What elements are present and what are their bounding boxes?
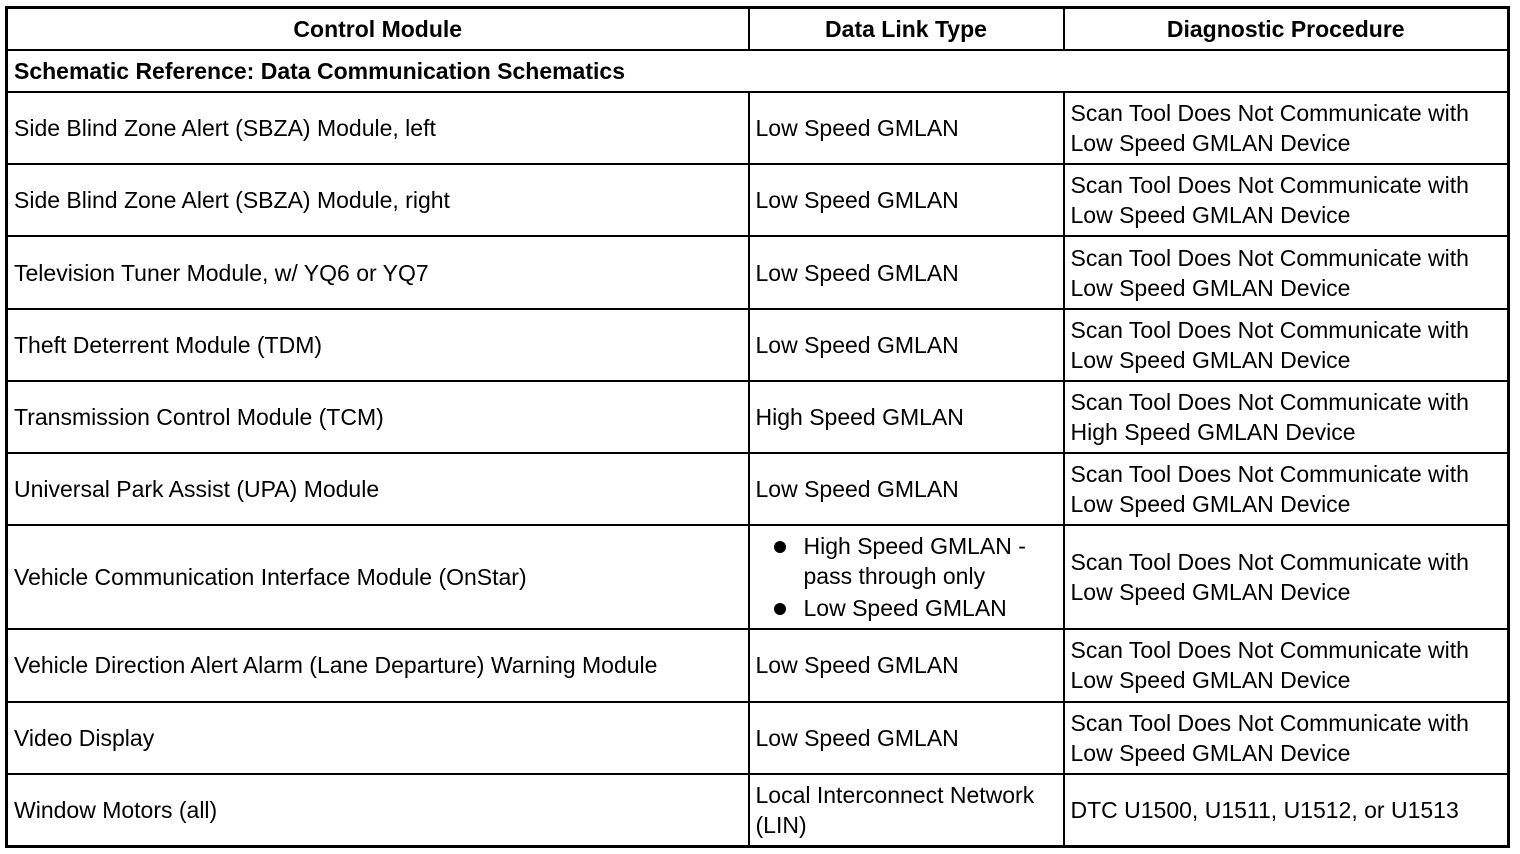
diagnostic-procedure-cell: Scan Tool Does Not Communicate with High Speed GMLAN Device xyxy=(1064,381,1509,453)
diagnostic-procedure-cell: Scan Tool Does Not Communicate with Low Speed GMLAN Device xyxy=(1064,164,1509,236)
bullet-dot-icon xyxy=(774,603,786,615)
data-link-type-cell: Low Speed GMLAN xyxy=(749,702,1064,774)
control-module-cell: Vehicle Communication Interface Module (OnStar) xyxy=(7,525,749,629)
module-reference-table xyxy=(5,6,1510,848)
bullet-dot-icon xyxy=(774,541,786,553)
table-row xyxy=(7,381,1509,453)
table-row xyxy=(7,774,1509,847)
table-row xyxy=(7,702,1509,774)
control-module-cell: Television Tuner Module, w/ YQ6 or YQ7 xyxy=(7,236,749,308)
data-link-type-cell: Low Speed GMLAN xyxy=(749,309,1064,381)
data-link-type-cell: Low Speed GMLAN xyxy=(749,629,1064,701)
header-row xyxy=(7,8,1509,51)
control-module-cell: Window Motors (all) xyxy=(7,774,749,847)
data-link-type-cell: Low Speed GMLAN xyxy=(749,92,1064,164)
control-module-cell: Universal Park Assist (UPA) Module xyxy=(7,453,749,525)
data-link-type-cell xyxy=(749,525,1064,629)
data-link-type-item-text: High Speed GMLAN - pass through only xyxy=(803,533,1026,590)
diagnostic-procedure-cell: Scan Tool Does Not Communicate with Low Speed GMLAN Device xyxy=(1064,309,1509,381)
control-module-cell: Theft Deterrent Module (TDM) xyxy=(7,309,749,381)
table-row xyxy=(7,309,1509,381)
control-module-cell: Vehicle Direction Alert Alarm (Lane Departure) Warning Module xyxy=(7,629,749,701)
table-row xyxy=(7,236,1509,308)
header-diagnostic-procedure: Diagnostic Procedure xyxy=(1064,8,1509,51)
diagnostic-procedure-cell: DTC U1500, U1511, U1512, or U1513 xyxy=(1064,774,1509,847)
table-row xyxy=(7,92,1509,164)
data-link-type-list-item xyxy=(756,593,1057,623)
data-link-type-cell: Low Speed GMLAN xyxy=(749,453,1064,525)
control-module-cell: Transmission Control Module (TCM) xyxy=(7,381,749,453)
control-module-cell: Video Display xyxy=(7,702,749,774)
header-data-link-type: Data Link Type xyxy=(749,8,1064,51)
diagnostic-procedure-cell: Scan Tool Does Not Communicate with Low Speed GMLAN Device xyxy=(1064,236,1509,308)
diagnostic-procedure-cell: Scan Tool Does Not Communicate with Low Speed GMLAN Device xyxy=(1064,629,1509,701)
data-link-type-list-item xyxy=(756,531,1057,591)
data-link-type-cell: High Speed GMLAN xyxy=(749,381,1064,453)
data-link-type-list xyxy=(756,531,1057,623)
data-link-type-cell: Local Interconnect Network (LIN) xyxy=(749,774,1064,847)
diagnostic-procedure-cell: Scan Tool Does Not Communicate with Low Speed GMLAN Device xyxy=(1064,525,1509,629)
section-label: Schematic Reference: Data Communication Schematics xyxy=(7,50,1509,92)
header-control-module: Control Module xyxy=(7,8,749,51)
data-link-type-cell: Low Speed GMLAN xyxy=(749,236,1064,308)
table-row xyxy=(7,629,1509,701)
data-link-type-item-text: Low Speed GMLAN xyxy=(803,595,1007,622)
diagnostic-procedure-cell: Scan Tool Does Not Communicate with Low Speed GMLAN Device xyxy=(1064,702,1509,774)
control-module-cell: Side Blind Zone Alert (SBZA) Module, right xyxy=(7,164,749,236)
data-link-type-cell: Low Speed GMLAN xyxy=(749,164,1064,236)
table-row xyxy=(7,525,1509,629)
section-row xyxy=(7,50,1509,92)
table-row xyxy=(7,164,1509,236)
table-row xyxy=(7,453,1509,525)
diagnostic-procedure-cell: Scan Tool Does Not Communicate with Low Speed GMLAN Device xyxy=(1064,453,1509,525)
diagnostic-procedure-cell: Scan Tool Does Not Communicate with Low Speed GMLAN Device xyxy=(1064,92,1509,164)
control-module-cell: Side Blind Zone Alert (SBZA) Module, left xyxy=(7,92,749,164)
